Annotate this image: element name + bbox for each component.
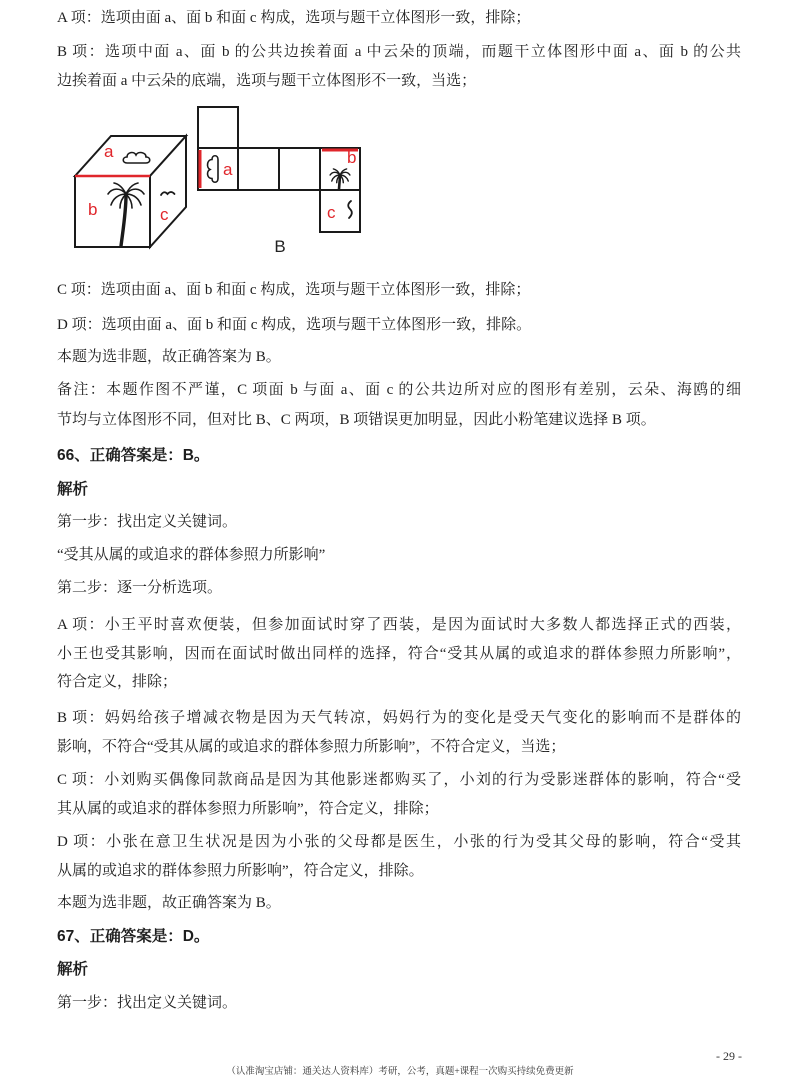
- cube-and-net-figure: [68, 102, 368, 262]
- text-line: D 项：小张在意卫生状况是因为小张的父母都是医生，小张的行为受其父母的影响，符合“受其: [57, 834, 741, 850]
- net-cell-blank: [238, 148, 279, 190]
- text-line: C 项：小刘购买偶像同款商品是因为其他影迷都购买了，小刘的行为受影迷群体的影响，符合“受: [57, 772, 741, 788]
- heading-text: 解析: [57, 961, 89, 978]
- q65-option-d: [57, 311, 741, 340]
- net-cell-blank: [279, 148, 320, 190]
- heading-text: 66、正确答案是：B。: [57, 447, 210, 464]
- text-line: “受其从属的或追求的群体参照力所影响”: [57, 547, 326, 563]
- figure-caption: B: [274, 237, 286, 256]
- text-line: 本题为选非题，故正确答案为 B。: [57, 895, 281, 911]
- net-cell-c: [320, 190, 360, 232]
- text-line: 其从属的或追求的群体参照力所影响”，符合定义，排除；: [57, 800, 439, 817]
- text-line: D 项：选项由面 a、面 b 和面 c 构成，选项与题干立体图形一致，排除。: [57, 317, 532, 333]
- text-line: 节均与立体图形不同，但对比 B、C 两项，B 项错误更加明显，因此小粉笔建议选择 B 项。: [57, 412, 656, 428]
- q66-answer-heading: [57, 442, 741, 471]
- q66-conclusion: [57, 889, 741, 918]
- q66-option-a: [57, 611, 741, 697]
- text-line: A 项：小王平时喜欢便装，但参加面试时穿了西装，是因为面试时大多数人都选择正式的西装，: [57, 617, 741, 633]
- footer-note: （认准淘宝店铺：通关达人资料库）考研，公考，真题+课程一次购买持续免费更新: [226, 1067, 574, 1077]
- q67-step1: [57, 989, 741, 1018]
- net-cell-top: [198, 107, 238, 148]
- q65-option-a: [57, 4, 741, 33]
- cube-face-c-label: c: [160, 205, 169, 224]
- text-line: 第一步：找出定义关键词。: [57, 514, 238, 530]
- q67-answer-heading: [57, 923, 741, 952]
- cube-front-face: [75, 176, 150, 247]
- text-line: B 项：妈妈给孩子增减衣物是因为天气转凉，妈妈行为的变化是受天气变化的影响而不是群体的: [57, 710, 741, 726]
- text-line: 影响，不符合“受其从属的或追求的群体参照力所影响”，不符合定义，当选；: [57, 738, 566, 755]
- text-line: 备注：本题作图不严谨，C 项面 b 与面 a、面 c 的公共边所对应的图形有差别，云朵、海鸥的细: [57, 382, 741, 398]
- page-number: - 29 -: [716, 1049, 742, 1063]
- q66-analysis-label: [57, 476, 741, 505]
- cube: [75, 136, 186, 247]
- net-face-b-label: b: [347, 148, 357, 167]
- q66-step2: [57, 574, 741, 603]
- text-line: 小王也受其影响，因而在面试时做出同样的选择，符合“受其从属的或追求的群体参照力所影响”，: [57, 645, 741, 662]
- palm-trunk: [339, 176, 340, 189]
- q66-option-d: [57, 828, 741, 885]
- q66-option-b: [57, 704, 741, 761]
- q65-option-c: [57, 276, 741, 305]
- text-line: 符合定义，排除；: [57, 674, 178, 690]
- heading-text: 67、正确答案是：D。: [57, 928, 210, 945]
- q66-option-c: [57, 766, 741, 823]
- text-line: 从属的或追求的群体参照力所影响”，符合定义，排除。: [57, 862, 424, 879]
- cube-face-a-label: a: [104, 142, 114, 161]
- cube-face-b-label: b: [88, 200, 98, 219]
- text-line: 本题为选非题，故正确答案为 B。: [57, 349, 281, 365]
- text-line: A 项：选项由面 a、面 b 和面 c 构成，选项与题干立体图形一致，排除；: [57, 10, 531, 26]
- q66-step1: [57, 508, 741, 537]
- q67-analysis-label: [57, 956, 741, 985]
- q65-remark: [57, 375, 741, 435]
- q65-option-b: [57, 38, 741, 95]
- q65-conclusion: [57, 343, 741, 372]
- net-face-c-label: c: [327, 203, 336, 222]
- text-line: 第二步：逐一分析选项。: [57, 580, 223, 596]
- text-line: 边挨着面 a 中云朵的底端，选项与题干立体图形不一致，当选；: [57, 72, 477, 89]
- q66-keyword: [57, 541, 741, 570]
- text-line: C 项：选项由面 a、面 b 和面 c 构成，选项与题干立体图形一致，排除；: [57, 282, 531, 298]
- heading-text: 解析: [57, 481, 89, 498]
- text-line: 第一步：找出定义关键词。: [57, 995, 238, 1011]
- net-face-a-label: a: [223, 160, 233, 179]
- text-line: B 项：选项中面 a、面 b 的公共边挨着面 a 中云朵的顶端，而题干立体图形中面 a、面 b 的公共: [57, 44, 741, 60]
